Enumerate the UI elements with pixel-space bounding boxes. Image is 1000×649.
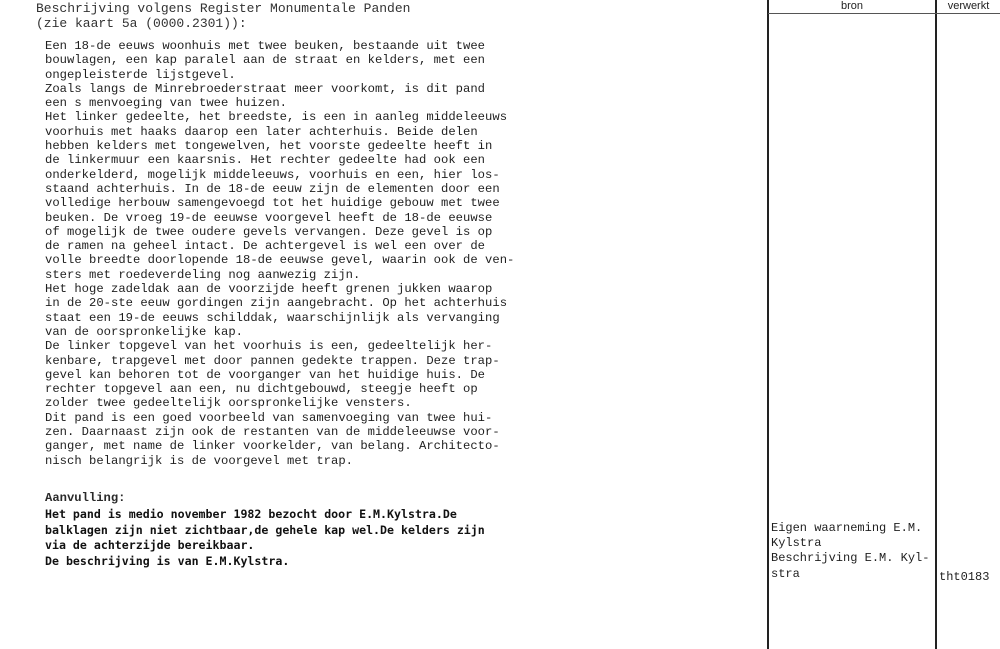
description-line: of mogelijk de twee oudere gevels vervangen. Deze gevel is op — [45, 224, 493, 239]
source-line: Beschrijving E.M. Kyl- — [771, 551, 930, 566]
description-line: volledige herbouw samengevoegd tot het huidige gebouw met twee — [45, 196, 500, 211]
addendum-body — [45, 507, 485, 569]
description-line: Dit pand is een goed voorbeeld van samenvoeging van twee hui- — [45, 410, 493, 425]
source-notes — [771, 521, 929, 582]
addendum-line: via de achterzijde bereikbaar. — [45, 538, 255, 552]
description-body — [45, 39, 514, 468]
description-line: hebben kelders met tongewelven, het voorste gedeelte heeft in — [45, 139, 493, 154]
description-line: voorhuis met haaks daarop een later achterhuis. Beide delen — [45, 124, 478, 139]
description-line: onderkelderd, mogelijk middeleeuws, voorhuis en een, hier los- — [45, 167, 500, 182]
source-line: stra — [771, 566, 800, 581]
addendum-line: Het pand is medio november 1982 bezocht door E.M.Kylstra.De — [45, 507, 457, 521]
description-line: in de 20-ste eeuw gordingen zijn aangebracht. Op het achterhuis — [45, 296, 508, 311]
processed-reference: tht0183 — [939, 570, 990, 584]
description-line: volle breedte doorlopende 18-de eeuwse gevel, waarin ook de ven- — [45, 253, 515, 268]
heading-line: (zie kaart 5a (0000.2301)): — [36, 16, 247, 31]
description-line: gevel kan behoren tot de voorganger van het huidige huis. De — [45, 367, 486, 382]
column-divider-left — [767, 0, 769, 649]
description-line: staat een 19-de eeuws schilddak, waarschijnlijk als vervanging — [45, 310, 500, 325]
document-heading — [36, 1, 410, 31]
description-line: nisch belangrijk is de voorgevel met trap. — [45, 453, 354, 468]
description-line: beuken. De vroeg 19-de eeuwse voorgevel heeft de 18-de eeuwse — [45, 210, 493, 225]
heading-line: Beschrijving volgens Register Monumentale Panden — [36, 1, 411, 16]
description-line: de ramen na geheel intact. De achtergevel is wel een over de — [45, 239, 486, 254]
addendum-line: balklagen zijn niet zichtbaar,de gehele kap wel.De kelders zijn — [45, 522, 485, 537]
column-header-bron: bron — [840, 0, 864, 12]
description-line: Het hoge zadeldak aan de voorzijde heeft grenen jukken waarop — [45, 282, 493, 297]
description-line: Zoals langs de Minrebroederstraat meer voorkomt, is dit pand — [45, 81, 486, 96]
description-line: staand achterhuis. In de 18-de eeuw zijn de elementen door een — [45, 181, 500, 196]
description-line: bouwlagen, een kap paralel aan de straat en kelders, met een — [45, 53, 486, 68]
description-line: ongepleisterde lijstgevel. — [45, 67, 236, 82]
description-line: Een 18-de eeuws woonhuis met twee beuken, bestaande uit twee — [45, 39, 486, 53]
description-line: de linkermuur een kaarsnis. Het rechter gedeelte had ook een — [45, 153, 486, 168]
description-line: kenbare, trapgevel met door pannen gedekte trappen. Deze trap- — [45, 353, 500, 368]
header-rule — [768, 13, 1000, 14]
addendum-title: Aanvulling: — [45, 491, 126, 505]
description-line: De linker topgevel van het voorhuis is een, gedeeltelijk her- — [45, 339, 493, 354]
column-divider-middle — [935, 0, 937, 649]
column-header-verwerkt: verwerkt — [947, 0, 990, 12]
addendum-line: De beschrijving is van E.M.Kylstra. — [45, 553, 290, 568]
description-line: zen. Daarnaast zijn ook de restanten van de middeleeuwse voor- — [45, 425, 500, 440]
source-line: Kylstra — [771, 536, 822, 551]
description-line: Het linker gedeelte, het breedste, is een in aanleg middeleeuws — [45, 110, 508, 125]
description-line: een s menvoeging van twee huizen. — [45, 96, 288, 111]
source-line: Eigen waarneming E.M. — [771, 521, 923, 535]
description-line: rechter topgevel aan een, nu dichtgebouwd, steegje heeft op — [45, 382, 478, 397]
description-line: ganger, met name de linker voorkelder, van belang. Architecto- — [45, 439, 500, 454]
description-line: sters met roedeverdeling nog aanwezig zijn. — [45, 267, 361, 282]
description-line: zolder twee gedeeltelijk oorspronkelijke vensters. — [45, 396, 412, 411]
description-line: van de oorspronkelijke kap. — [45, 324, 244, 339]
